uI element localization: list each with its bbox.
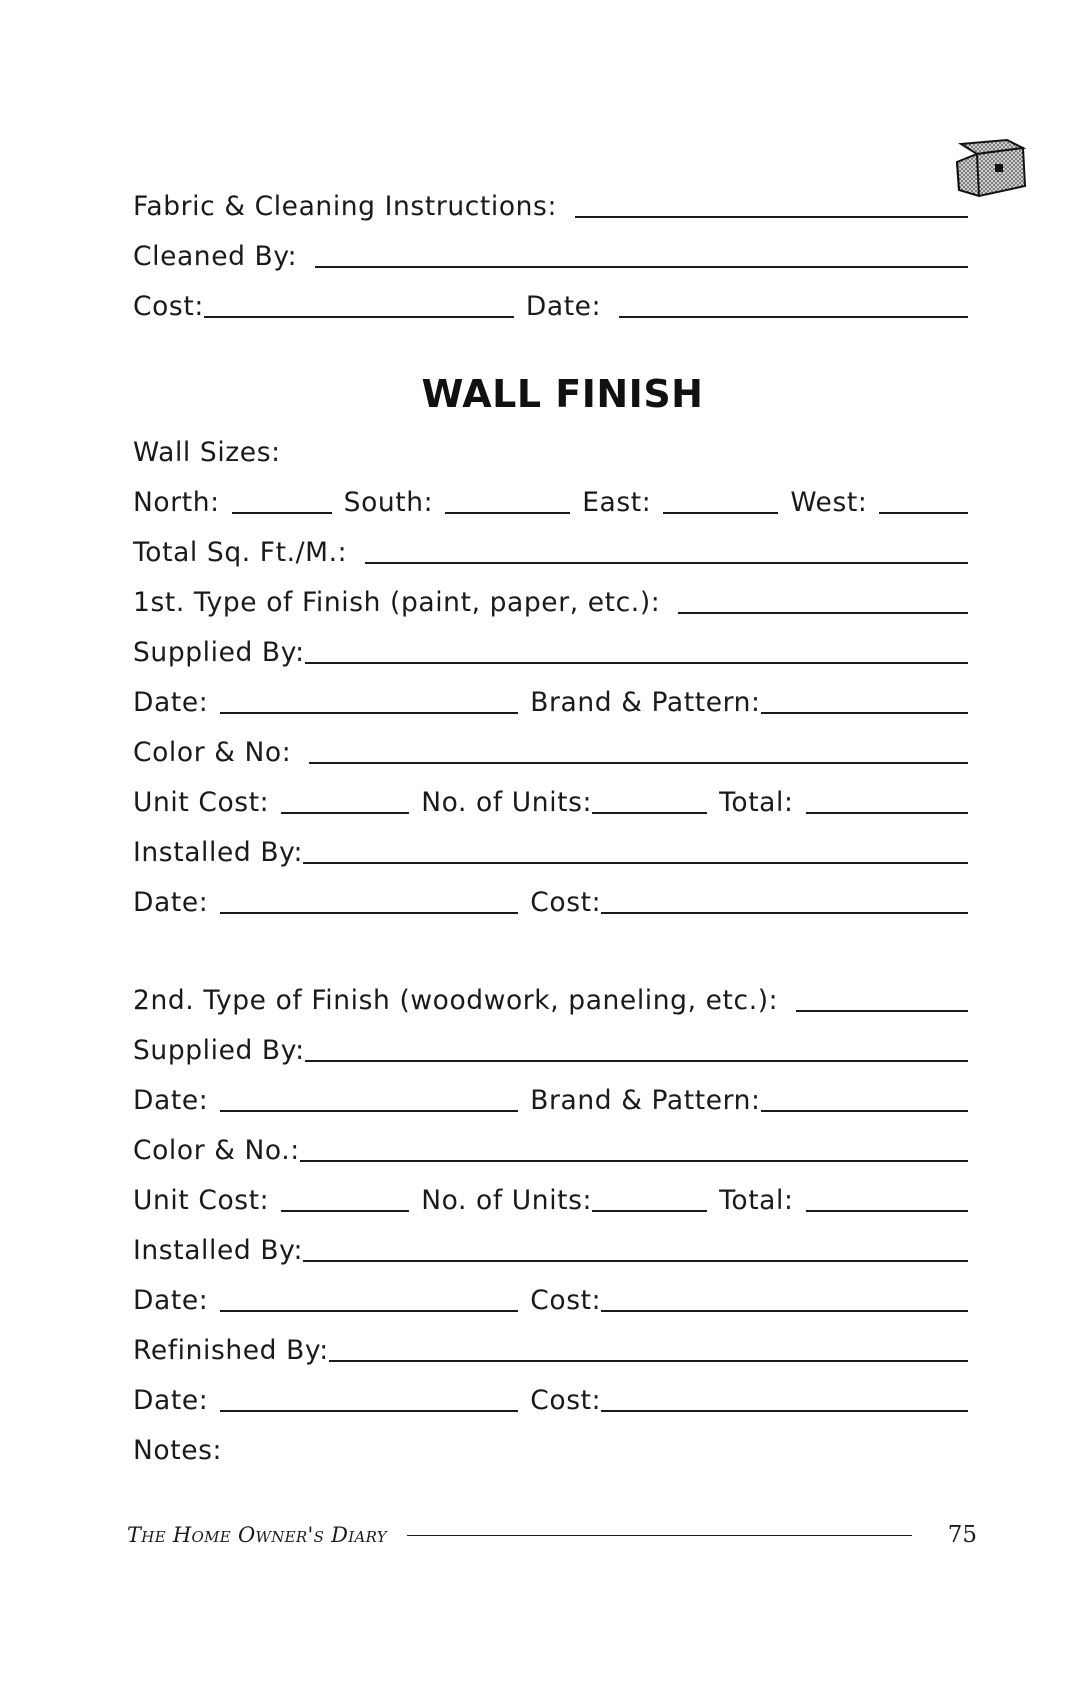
second-cost-field[interactable] [601, 1310, 968, 1312]
first-date2-label: Date: [133, 887, 209, 918]
second-installed-row [133, 1226, 968, 1266]
cost-date-row [133, 282, 968, 322]
first-unit-row [133, 778, 968, 818]
north-field[interactable] [232, 512, 332, 514]
first-finish-type-field[interactable] [678, 612, 968, 614]
refinished-by-field[interactable] [329, 1360, 968, 1362]
first-brand-field[interactable] [761, 712, 968, 714]
first-unit-cost-label: Unit Cost: [133, 787, 270, 818]
first-color-field[interactable] [309, 762, 968, 764]
second-total-label: Total: [719, 1185, 794, 1216]
east-label: East: [582, 487, 652, 518]
first-finish-type-row [133, 578, 968, 618]
cost-label: Cost: [133, 291, 204, 322]
first-color-row [133, 728, 968, 768]
west-label: West: [790, 487, 868, 518]
first-unit-cost-field[interactable] [281, 812, 409, 814]
cost-field[interactable] [204, 316, 514, 318]
second-no-units-field[interactable] [592, 1210, 707, 1212]
refinished-cost-field[interactable] [601, 1410, 968, 1412]
south-label: South: [343, 487, 434, 518]
section-title: WALL FINISH [421, 372, 704, 416]
cleaned-by-row [133, 232, 968, 272]
refinished-cost-label: Cost: [530, 1385, 602, 1416]
second-date-label: Date: [133, 1085, 209, 1116]
first-total-label: Total: [719, 787, 794, 818]
first-date-brand-row [133, 678, 968, 718]
first-installed-row [133, 828, 968, 868]
second-supplied-by-row [133, 1026, 968, 1066]
total-sqft-row [133, 528, 968, 568]
first-date-field[interactable] [220, 712, 518, 714]
second-date-field[interactable] [220, 1110, 518, 1112]
total-sqft-field[interactable] [365, 562, 968, 564]
wall-sizes-heading: Wall Sizes: [133, 437, 281, 468]
east-field[interactable] [663, 512, 778, 514]
fabric-cleaning-row [133, 182, 968, 222]
first-finish-type-label: 1st. Type of Finish (paint, paper, etc.): [133, 587, 661, 618]
second-date-cost-row [133, 1276, 968, 1316]
wall-sizes-row [133, 428, 968, 468]
date-label: Date: [525, 291, 602, 322]
first-supplied-by-label: Supplied By: [133, 637, 305, 668]
date-field[interactable] [619, 316, 968, 318]
second-unit-cost-field[interactable] [281, 1210, 409, 1212]
second-cost-label: Cost: [530, 1285, 602, 1316]
west-field[interactable] [879, 512, 968, 514]
second-unit-cost-label: Unit Cost: [133, 1185, 270, 1216]
first-no-units-field[interactable] [592, 812, 707, 814]
first-total-field[interactable] [806, 812, 968, 814]
cleaned-by-label: Cleaned By: [133, 241, 298, 272]
second-date2-label: Date: [133, 1285, 209, 1316]
book-title: The Home Owner's Diary [127, 1523, 387, 1547]
second-finish-type-row [133, 976, 968, 1016]
first-cost-label: Cost: [530, 887, 602, 918]
second-color-label: Color & No.: [133, 1135, 300, 1166]
first-color-label: Color & No: [133, 737, 292, 768]
second-no-units-label: No. of Units: [421, 1185, 593, 1216]
first-cost-field[interactable] [601, 912, 968, 914]
second-supplied-by-field[interactable] [305, 1060, 968, 1062]
first-brand-label: Brand & Pattern: [530, 687, 761, 718]
page-footer [127, 1520, 977, 1550]
second-finish-type-label: 2nd. Type of Finish (woodwork, paneling, etc.): [133, 985, 779, 1016]
first-no-units-label: No. of Units: [421, 787, 593, 818]
fabric-cleaning-field[interactable] [575, 216, 968, 218]
first-date2-field[interactable] [220, 912, 518, 914]
directions-row [133, 478, 968, 518]
second-total-field[interactable] [806, 1210, 968, 1212]
refinished-date-field[interactable] [220, 1410, 518, 1412]
first-installed-field[interactable] [303, 862, 968, 864]
second-brand-label: Brand & Pattern: [530, 1085, 761, 1116]
refinished-by-label: Refinished By: [133, 1335, 329, 1366]
north-label: North: [133, 487, 220, 518]
second-installed-field[interactable] [303, 1260, 968, 1262]
page-number: 75 [947, 1522, 977, 1548]
second-finish-type-field[interactable] [796, 1010, 968, 1012]
fabric-cleaning-label: Fabric & Cleaning Instructions: [133, 191, 557, 222]
footer-rule [407, 1535, 912, 1536]
second-color-row [133, 1126, 968, 1166]
notes-row [133, 1426, 968, 1466]
second-date-brand-row [133, 1076, 968, 1116]
refinished-date-label: Date: [133, 1385, 209, 1416]
south-field[interactable] [445, 512, 570, 514]
refinished-by-row [133, 1326, 968, 1366]
second-brand-field[interactable] [761, 1110, 968, 1112]
second-color-field[interactable] [300, 1160, 968, 1162]
first-installed-label: Installed By: [133, 837, 303, 868]
first-supplied-by-row [133, 628, 968, 668]
first-supplied-by-field[interactable] [305, 662, 968, 664]
second-supplied-by-label: Supplied By: [133, 1035, 305, 1066]
first-date-label: Date: [133, 687, 209, 718]
notes-label: Notes: [133, 1435, 223, 1466]
second-unit-row [133, 1176, 968, 1216]
second-installed-label: Installed By: [133, 1235, 303, 1266]
second-date2-field[interactable] [220, 1310, 518, 1312]
cleaned-by-field[interactable] [315, 266, 968, 268]
first-date-cost-row [133, 878, 968, 918]
total-sqft-label: Total Sq. Ft./M.: [133, 537, 348, 568]
refinished-date-cost-row [133, 1376, 968, 1416]
